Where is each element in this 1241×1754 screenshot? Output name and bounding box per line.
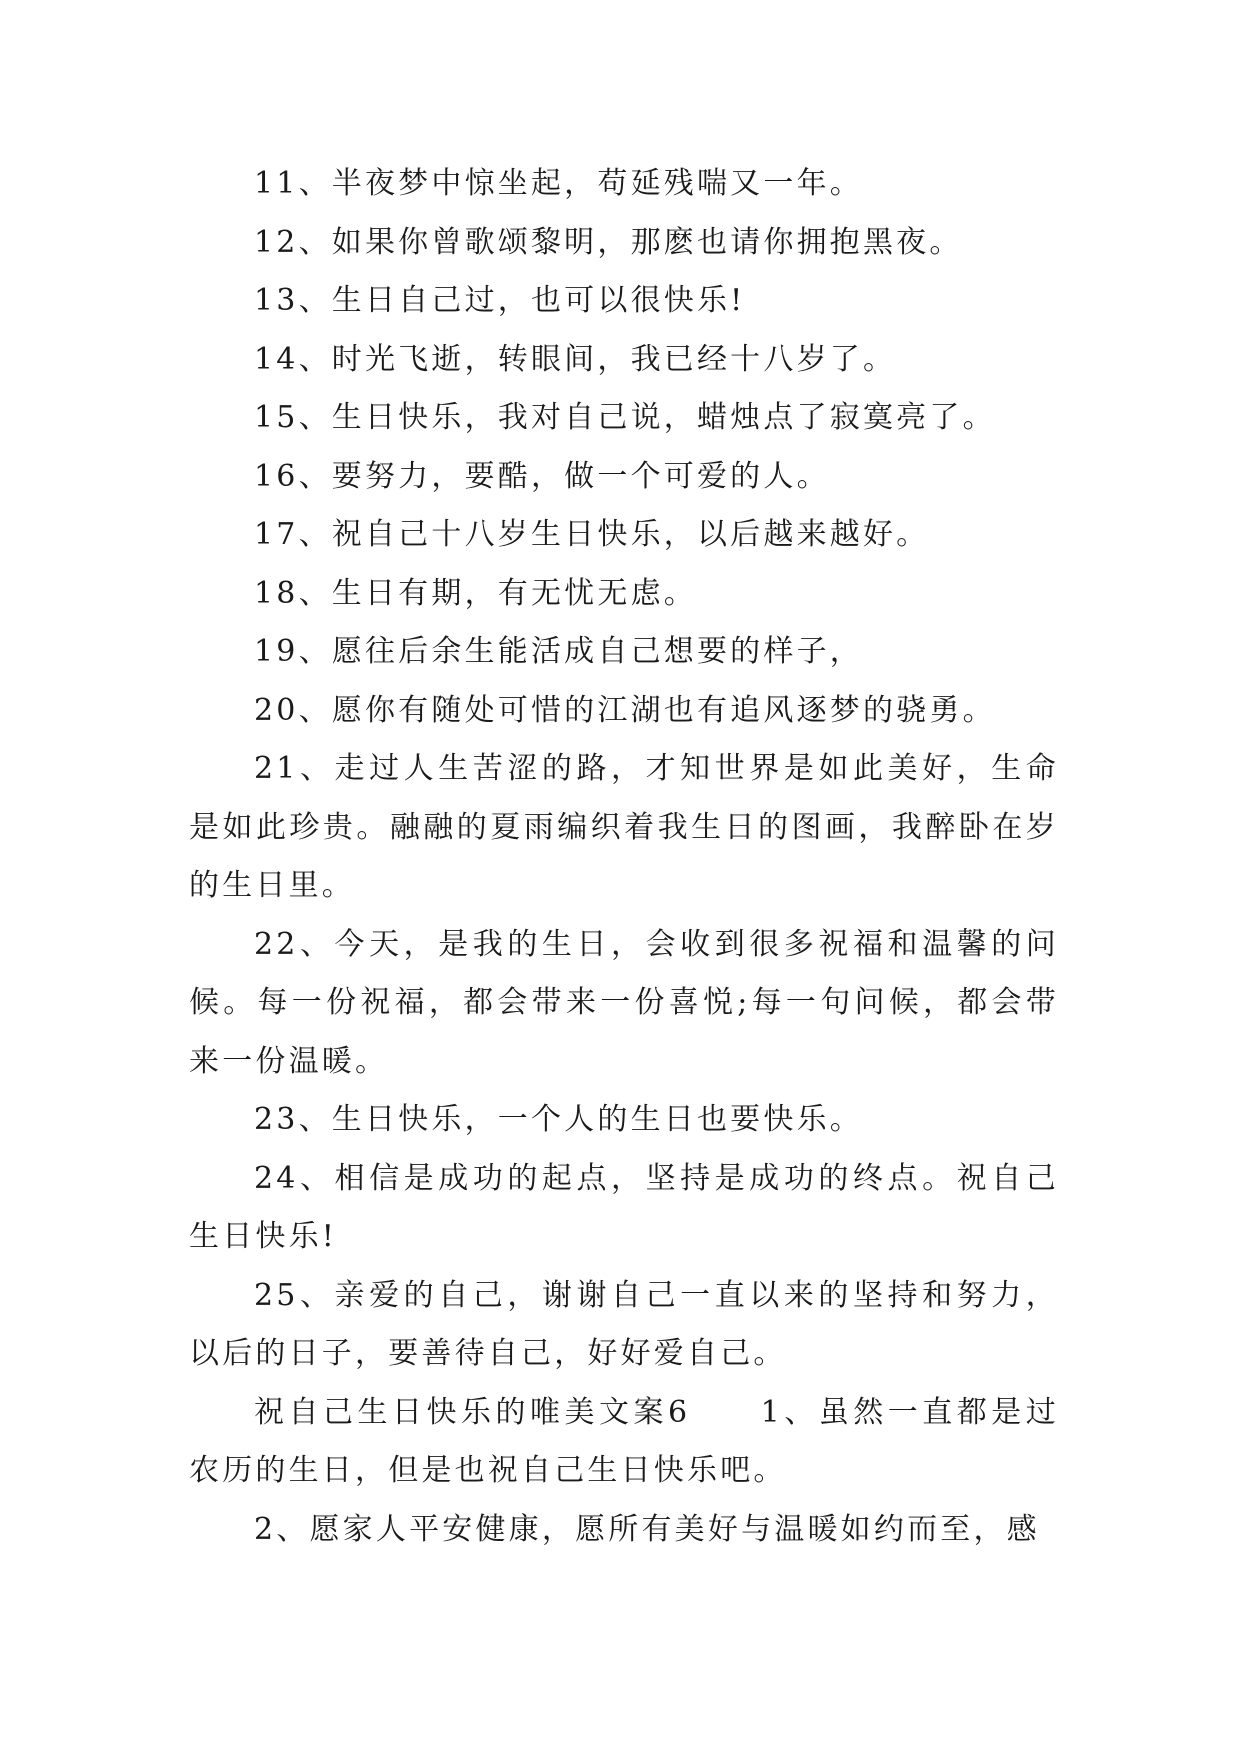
paragraph-23: 23、生日快乐，一个人的生日也要快乐。: [254, 1102, 863, 1137]
paragraph-20: 20、愿你有随处可惜的江湖也有追风逐梦的骁勇。: [254, 692, 996, 728]
paragraph-18: 18、生日有期，有无忧无虑。: [254, 575, 697, 611]
paragraph-14: 14、时光飞逝，转眼间，我已经十八岁了。: [254, 341, 897, 377]
paragraph-24: 24、相信是成功的起点，坚持是成功的终点。祝自己生日快乐!: [189, 1160, 1059, 1254]
paragraph-22: 22、今天，是我的生日，会收到很多祝福和温馨的问候。每一份祝福，都会带来一份喜悦;每一句问候，都会带来一份温暖。: [189, 926, 1059, 1079]
document-body: [189, 155, 1059, 1559]
paragraph-25: 25、亲爱的自己，谢谢自己一直以来的坚持和努力，以后的日子，要善待自己，好好爱自己。: [189, 1277, 1059, 1371]
section-heading-6: 祝自己生日快乐的唯美文案6 1、虽然一直都是过农历的生日，但是也祝自己生日快乐吧。: [189, 1394, 1059, 1488]
paragraph-12: 12、如果你曾歌颂黎明，那麽也请你拥抱黑夜。: [254, 224, 963, 260]
paragraph-13: 13、生日自己过，也可以很快乐!: [254, 283, 746, 318]
paragraph-16: 16、要努力，要酷，做一个可爱的人。: [254, 458, 830, 494]
paragraph-19: 19、愿往后余生能活成自己想要的样子，: [254, 634, 863, 669]
paragraph-s6-2: 2、愿家人平安健康，愿所有美好与温暖如约而至，感: [254, 1511, 1040, 1547]
paragraph-17: 17、祝自己十八岁生日快乐，以后越来越好。: [254, 517, 930, 552]
paragraph-15: 15、生日快乐，我对自己说，蜡烛点了寂寞亮了。: [254, 400, 996, 435]
paragraph-11: 11、半夜梦中惊坐起，苟延残喘又一年。: [254, 166, 863, 201]
paragraph-21: 21、走过人生苦涩的路，才知世界是如此美好，生命是如此珍贵。融融的夏雨编织着我生日的图画，我醉卧在岁的生日里。: [189, 751, 1059, 903]
